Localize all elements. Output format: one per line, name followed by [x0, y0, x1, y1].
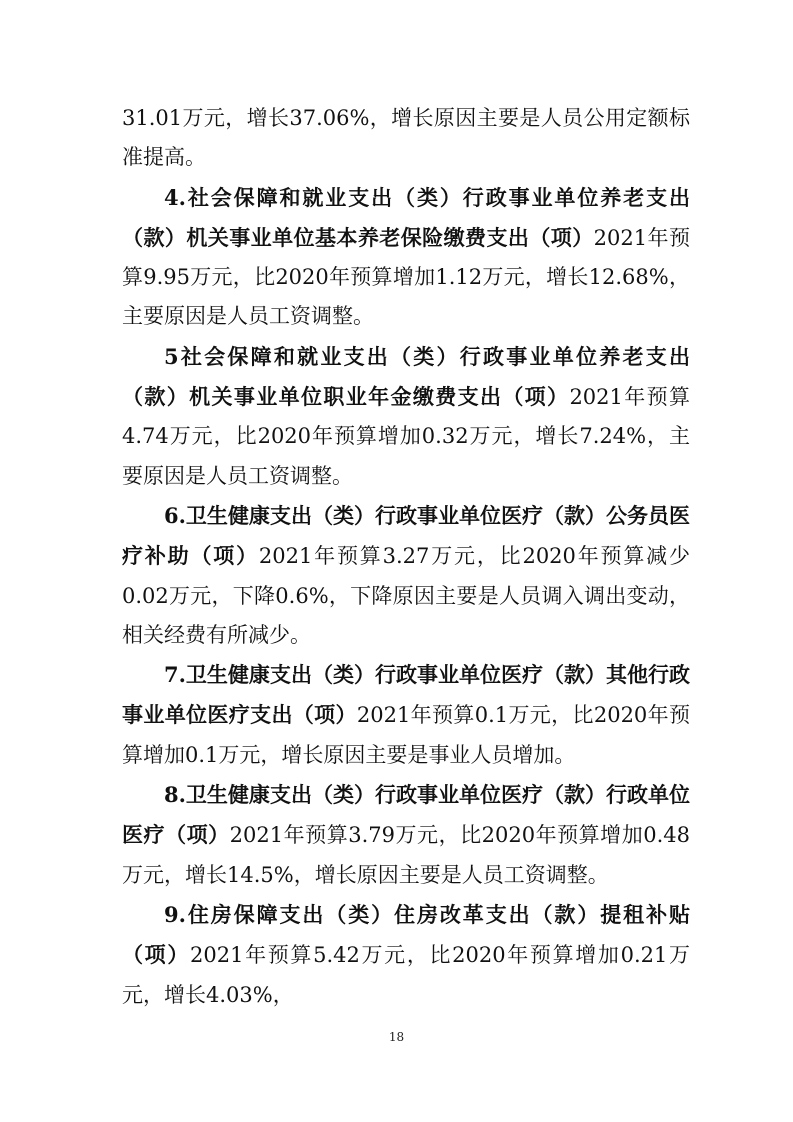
body-text [122, 98, 690, 1015]
paragraph-text: 2021年预算5.42万元，比2020年预算增加0.21万元，增长4.03%， [122, 943, 691, 1007]
page-number: 18 [388, 1030, 405, 1044]
paragraph-7 [122, 895, 690, 1015]
paragraph-text: 31.01万元，增长37.06%，增长原因主要是人员公用定额标准提高。 [122, 106, 690, 170]
paragraph-heading: 7.卫生健康支出（类）行政事业单位医疗（款）其他行政事业单位医疗支出（项） [122, 662, 690, 728]
paragraph-text: 2021年预算4.74万元，比2020年预算增加0.32万元，增长7.24%，主要原因是人员工资调整。 [122, 385, 690, 488]
paragraph-text: 2021年预算3.27万元，比2020年预算减少0.02万元，下降0.6%，下降原因主要是人员调入调出变动，相关经费有所减少。 [122, 544, 690, 647]
paragraph-2 [122, 178, 690, 337]
paragraph-3 [122, 337, 690, 496]
paragraph-heading: 9.住房保障支出（类）住房改革支出（款）提租补贴（项） [122, 901, 690, 968]
paragraph-1 [122, 98, 690, 178]
paragraph-heading: 6.卫生健康支出（类）行政事业单位医疗（款）公务员医疗补助（项） [122, 502, 690, 569]
paragraph-text: 2021年预算9.95万元，比2020年预算增加1.12万元，增长12.68%，主要原因是人员工资调整。 [122, 225, 690, 329]
paragraph-heading: 8.卫生健康支出（类）行政事业单位医疗（款）行政单位医疗（项） [122, 782, 690, 848]
paragraph-heading: 4.社会保障和就业支出（类）行政事业单位养老支出（款）机关事业单位基本养老保险缴费支出（项） [122, 184, 690, 250]
paragraph-5 [122, 655, 690, 775]
paragraph-4 [122, 496, 690, 655]
paragraph-heading: 5社会保障和就业支出（类）行政事业单位养老支出（款）机关事业单位职业年金缴费支出（项） [122, 343, 690, 410]
paragraph-6 [122, 775, 690, 895]
paragraph-text: 2021年预算3.79万元，比2020年预算增加0.48万元，增长14.5%，增长原因主要是人员工资调整。 [122, 823, 691, 887]
paragraph-text: 2021年预算0.1万元，比2020年预算增加0.1万元，增长原因主要是事业人员增加。 [122, 703, 690, 767]
